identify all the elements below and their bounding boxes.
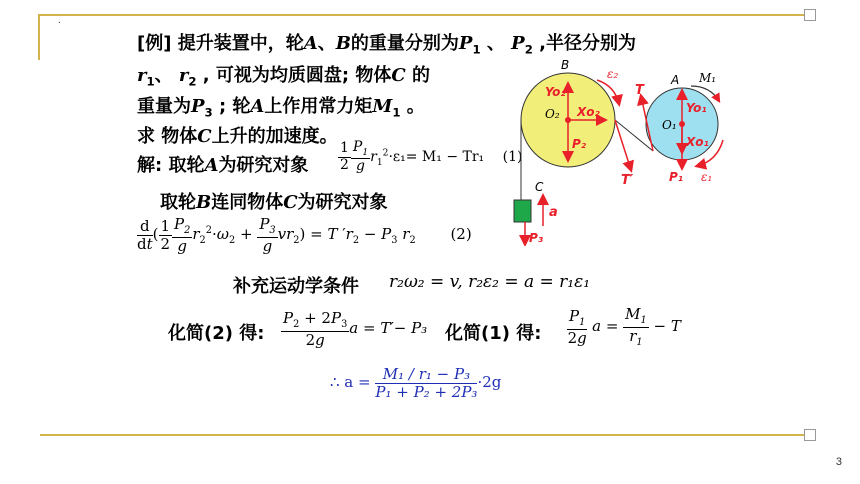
label-a-accel: a — [549, 205, 558, 220]
simplified-equation-1: $\frac{P_1}{2g}$ a = $\frac{M_1}{r_1}$ − T — [567, 305, 681, 348]
bottom-rule — [40, 434, 814, 436]
section-b-heading: 取轮B连同物体C为研究对象 — [160, 192, 388, 213]
kinematic-label: 补充运动学条件 — [233, 276, 359, 297]
label-t: T — [635, 83, 644, 98]
label-m1: M₁ — [699, 71, 717, 85]
left-rule — [38, 14, 40, 60]
final-result: ∴ a = $\frac{\text{M₁ / r₁ − P₃}}{\text{P₁ + P₂ + 2P₃}}$ ·2g — [330, 365, 502, 401]
label-c: C — [535, 180, 544, 194]
label-p2: P₂ — [572, 137, 587, 151]
label-yo2: Yo₂ — [545, 85, 566, 99]
label-o1: O₁ — [662, 118, 677, 132]
solution-heading: 解: 取轮A为研究对象 — [137, 155, 309, 176]
top-right-marker — [804, 9, 816, 21]
problem-line-2: $r_1$、 $r_2$ , 可视为均质圆盘; 物体C 的 — [137, 65, 430, 89]
label-xo1: Xo₁ — [686, 135, 709, 149]
label-p1: P₁ — [669, 170, 684, 184]
label-e2: ε₂ — [607, 67, 619, 81]
simplify-1-label: 化简(1) 得: — [445, 323, 542, 344]
label-a: A — [671, 73, 680, 87]
label-t-prime: T′ — [621, 173, 634, 188]
simplify-2-label: 化简(2) 得: — [168, 323, 265, 344]
kinematic-equation: r₂ω₂ = v, r₂ε₂ = a = r₁ε₁ — [389, 272, 591, 292]
block-c — [514, 200, 531, 222]
equation-1: $\frac{1}{2}$ $\frac{P_1}{g}$ $r_1^2\cdot\varepsilon_1= M_1 - Tr_1$ (1) — [340, 139, 523, 174]
bottom-right-marker — [804, 429, 816, 441]
equation-2: $\frac{d}{dt}$ ( $\frac{1}{2}$ $\frac{P_2}{g}$ $r_2^2\cdot\omega_2$ + $\frac{P_3}{g}$ $vr_2) = T$ $'r_2 - P_3$ $r_2$ (2) — [137, 215, 472, 255]
page-number: 3 — [835, 456, 842, 468]
force-t-prime — [615, 120, 631, 170]
problem-question: 求 物体C上升的加速度。 — [137, 126, 338, 147]
label-p3: P₃ — [529, 231, 544, 245]
label-b: B — [561, 58, 570, 72]
label-e1: ε₁ — [701, 170, 713, 184]
stray-mark: . — [58, 16, 61, 26]
problem-line-1: [例] 提升装置中，轮A、B的重量分别为$P_1$ 、 $P_2$ ,半径分别为 — [137, 33, 636, 57]
label-o2: O₂ — [545, 107, 560, 121]
top-rule — [38, 14, 816, 16]
label-xo2: Xo₂ — [577, 105, 600, 119]
problem-line-3: 重量为$P_3$ ; 轮A上作用常力矩$M_1$ 。 — [137, 96, 425, 120]
label-yo1: Yo₁ — [686, 101, 707, 115]
pulley-diagram — [505, 56, 745, 246]
simplified-equation-2: $\frac{P_2 + 2P_3}{2g}$ a = T′− P₃ — [283, 309, 428, 349]
